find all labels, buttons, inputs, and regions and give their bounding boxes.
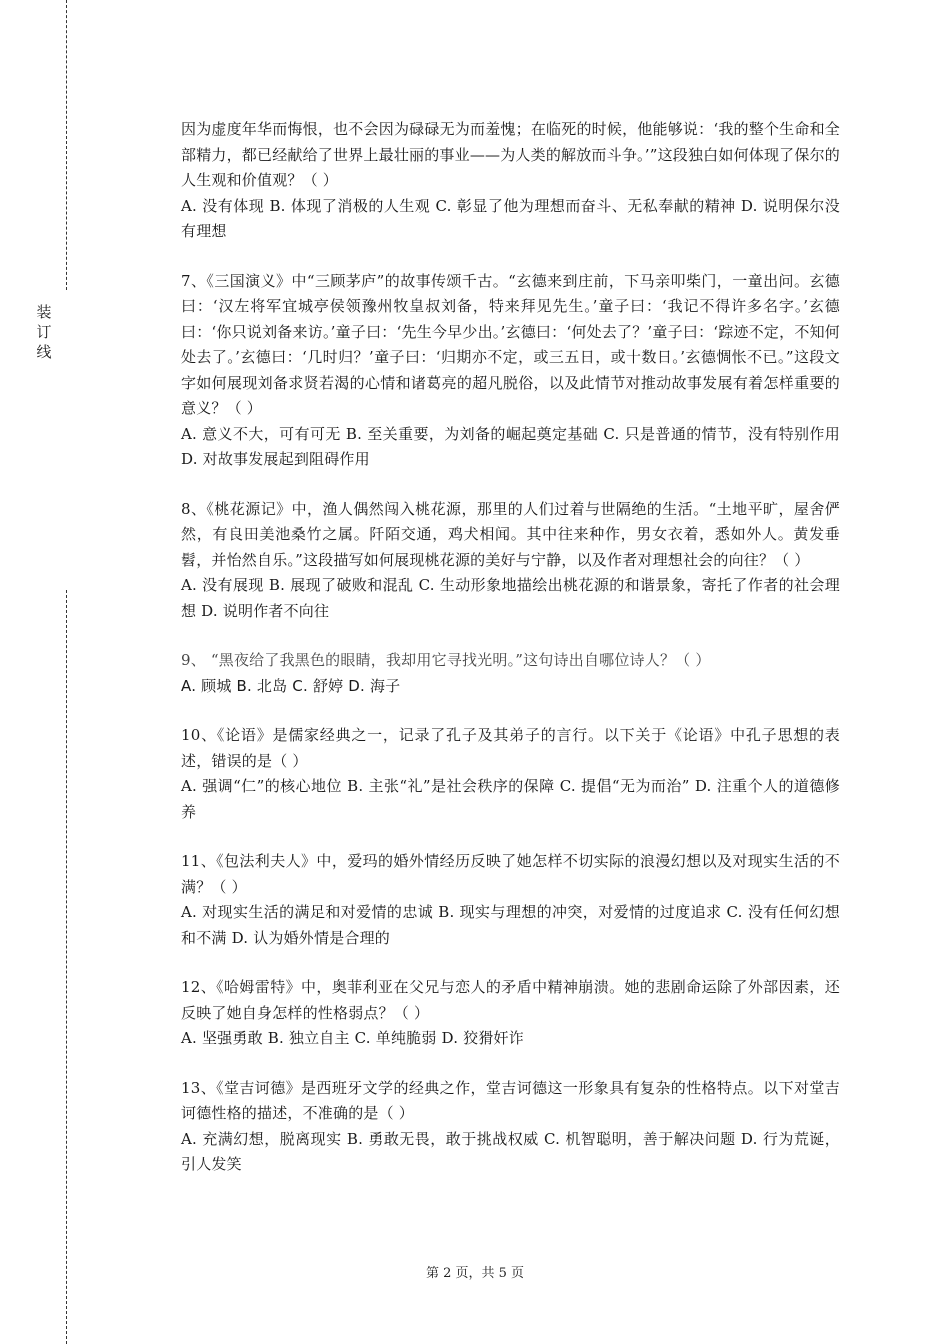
question-options: A. 强调“仁”的核心地位 B. 主张“礼”是社会秩序的保障 C. 提倡“无为而治” D. 注重个人的道德修养 (181, 777, 840, 821)
question-options: A. 坚强勇敢 B. 独立自主 C. 单纯脆弱 D. 狡猾奸诈 (181, 1029, 524, 1047)
question-stem: 9、 “黑夜给了我黑色的眼睛，我却用它寻找光明。”这句诗出自哪位诗人？（ ） (181, 651, 711, 669)
question-8 (181, 497, 840, 625)
binding-char: 线 (36, 343, 52, 361)
question-options: A. 没有展现 B. 展现了破败和混乱 C. 生动形象地描绘出桃花源的和谐景象，寄托了作者的社会理想 D. 说明作者不向往 (181, 576, 840, 620)
question-stem: 12、《哈姆雷特》中，奥菲利亚在父兄与恋人的矛盾中精神崩溃。她的悲剧命运除了外部因素，还反映了她自身怎样的性格弱点？（ ） (181, 978, 840, 1022)
binding-char: 订 (36, 323, 52, 341)
question-stem: 10、《论语》是儒家经典之一，记录了孔子及其弟子的言行。以下关于《论语》中孔子思想的表述，错误的是（ ） (181, 726, 840, 770)
binding-label (34, 302, 54, 362)
question-10 (181, 723, 840, 825)
question-13 (181, 1076, 840, 1178)
question-options: A. 充满幻想，脱离现实 B. 勇敢无畏，敢于挑战权威 C. 机智聪明，善于解决问题 D. 行为荒诞，引人发笑 (181, 1129, 840, 1173)
question-stem: 8、《桃花源记》中，渔人偶然闯入桃花源，那里的人们过着与世隔绝的生活。“土地平旷，屋舍俨然，有良田美池桑竹之属。阡陌交通，鸡犬相闻。其中往来种作，男女衣着，悉如外人。黄发垂髫，并怡然自乐。”这段描写如何展现桃花源的美好与宁静，以及作者对理想社会的向往？（ ） (181, 499, 840, 569)
question-options: A. 顾城 B. 北岛 C. 舒婷 D. 海子 (181, 676, 401, 695)
page-number: 第 2 页，共 5 页 (425, 1266, 525, 1281)
question-options: A. 对现实生活的满足和对爱情的忠诚 B. 现实与理想的冲突，对爱情的过度追求 C. 没有任何幻想和不满 D. 认为婚外情是合理的 (181, 903, 840, 947)
question-6-continued (181, 117, 840, 245)
binding-line-top (66, 0, 67, 290)
question-12 (181, 975, 840, 1052)
question-stem: 11、《包法利夫人》中，爱玛的婚外情经历反映了她怎样不切实际的浪漫幻想以及对现实生活的不满？（ ） (181, 852, 840, 896)
binding-char: 装 (36, 303, 52, 321)
question-11 (181, 849, 840, 951)
question-list (181, 117, 840, 1178)
question-stem: 因为虚度年华而悔恨，也不会因为碌碌无为而羞愧；在临死的时候，他能够说：‘我的整个生命和全部精力，都已经献给了世界上最壮丽的事业——为人类的解放而斗争。’”这段独白如何体现了保尔的人生观和价值观？（ ） (181, 120, 840, 189)
question-7 (181, 269, 840, 473)
question-options: A. 意义不大，可有可无 B. 至关重要，为刘备的崛起奠定基础 C. 只是普通的情节，没有特别作用 D. 对故事发展起到阻碍作用 (181, 424, 840, 468)
question-stem: 7、《三国演义》中“三顾茅庐”的故事传颂千古。“玄德来到庄前，下马亲叩柴门，一童出问。玄德曰：‘汉左将军宜城亭侯领豫州牧皇叔刘备，特来拜见先生。’童子曰：‘我记不得许多名字。’玄德曰：‘你只说刘备来访。’童子曰：‘先生今早少出。’玄德曰：‘何处去了？’童子曰：‘踪迹不定，不知何处去了。’玄德曰：‘几时归？’童子曰：‘归期亦不定，或三五日，或十数日。’玄德惆怅不已。”这段文字如何展现刘备求贤若渴的心情和诸葛亮的超凡脱俗，以及此情节对推动故事发展有着怎样重要的意义？（ ） (181, 271, 840, 417)
question-stem: 13、《堂吉诃德》是西班牙文学的经典之作，堂吉诃德这一形象具有复杂的性格特点。以下对堂吉诃德性格的描述，不准确的是（ ） (181, 1078, 840, 1122)
question-options: A. 没有体现 B. 体现了消极的人生观 C. 彰显了他为理想而奋斗、无私奉献的精神 D. 说明保尔没有理想 (181, 196, 840, 240)
question-9 (181, 648, 840, 699)
binding-line-bottom (66, 590, 67, 1344)
